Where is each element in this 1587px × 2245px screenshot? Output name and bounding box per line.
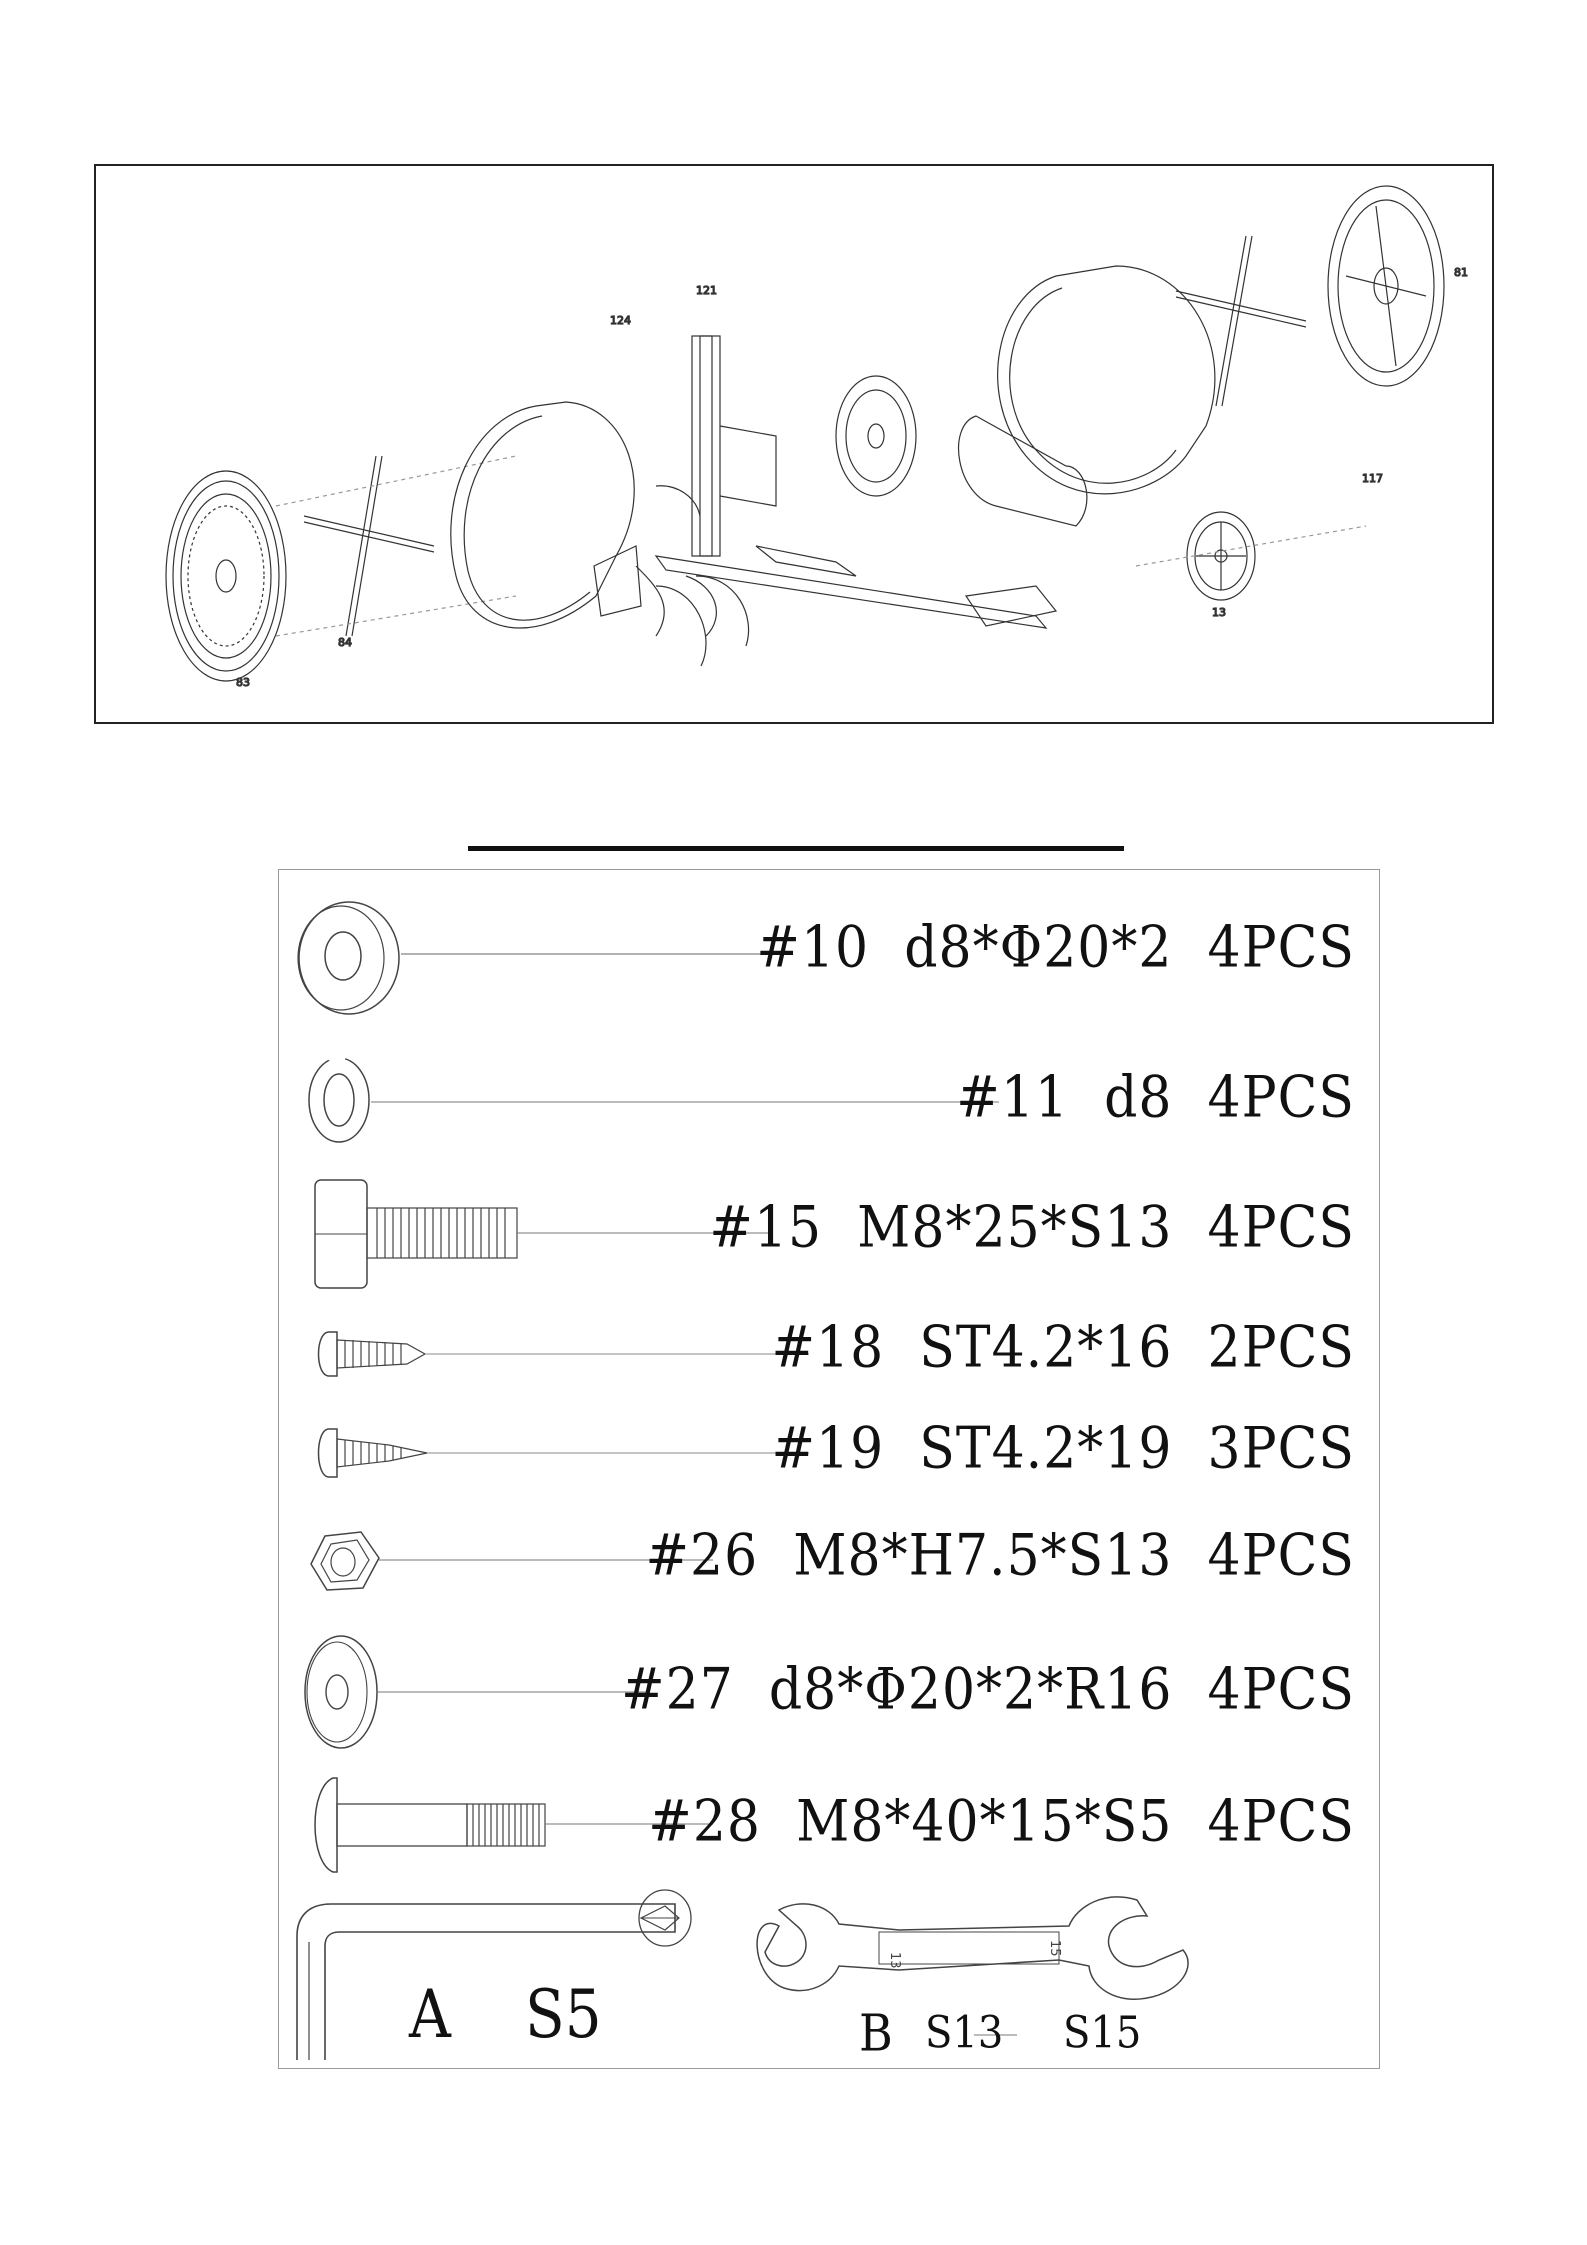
hardware-label-18: #18 ST4.2*16 2PCS bbox=[771, 1315, 1355, 1381]
wrench-stamp-15: 15 bbox=[1047, 1940, 1062, 1957]
right-end-cap-drawing bbox=[1328, 186, 1444, 386]
callout-numbers bbox=[236, 266, 1468, 689]
hardware-pack-panel bbox=[278, 869, 1380, 2069]
right-bracket-drawing bbox=[1176, 236, 1306, 406]
hardware-row bbox=[279, 1518, 1379, 1608]
main-frame-drawing bbox=[636, 336, 1056, 636]
right-cover-drawing bbox=[998, 266, 1215, 494]
hardware-label-15: #15 M8*25*S13 4PCS bbox=[709, 1195, 1355, 1261]
callout-124: 124 bbox=[610, 314, 631, 327]
arc-segments-drawing bbox=[656, 576, 749, 666]
callout-117: 117 bbox=[1362, 472, 1383, 485]
hardware-row bbox=[279, 1314, 1379, 1394]
callout-81: 81 bbox=[1454, 266, 1468, 279]
hardware-label-10: #10 d8*Φ20*2 4PCS bbox=[756, 915, 1355, 981]
drive-pulley-drawing bbox=[836, 376, 1087, 526]
hardware-label-11: #11 d8 4PCS bbox=[956, 1065, 1355, 1131]
hardware-label-27: #27 d8*Φ20*2*R16 4PCS bbox=[621, 1657, 1355, 1723]
hardware-row bbox=[279, 1415, 1379, 1495]
allen-key-letter: A bbox=[409, 1974, 451, 2054]
callout-83-left: 83 bbox=[236, 676, 250, 689]
hardware-row bbox=[279, 1630, 1379, 1750]
tools-row bbox=[279, 1880, 1379, 2070]
wrench-icon bbox=[279, 1880, 1379, 2070]
wrench-size-small: S13 bbox=[925, 2007, 1004, 2059]
hardware-row bbox=[279, 1050, 1379, 1150]
section-divider bbox=[468, 846, 1124, 851]
allen-key-size: S5 bbox=[525, 1974, 602, 2054]
hardware-label-19: #19 ST4.2*19 3PCS bbox=[771, 1416, 1355, 1482]
wrench-size-large: S15 bbox=[1063, 2007, 1142, 2059]
hardware-label-26: #26 M8*H7.5*S13 4PCS bbox=[645, 1523, 1355, 1589]
callout-121: 121 bbox=[696, 284, 717, 297]
hardware-row bbox=[279, 892, 1379, 1012]
callout-13: 13 bbox=[1212, 606, 1226, 619]
wrench-stamp-13: 13 bbox=[887, 1952, 902, 1969]
hardware-row bbox=[279, 1166, 1379, 1296]
exploded-view-diagram bbox=[94, 164, 1494, 724]
crank-wheel-drawing bbox=[1136, 512, 1366, 600]
left-cover-drawing bbox=[451, 402, 641, 628]
wrench-letter: B bbox=[859, 2003, 893, 2063]
hardware-row bbox=[279, 1770, 1379, 1880]
callout-84: 84 bbox=[338, 636, 352, 649]
left-end-cap-drawing bbox=[166, 471, 286, 681]
hardware-label-28: #28 M8*40*15*S5 4PCS bbox=[648, 1789, 1355, 1855]
left-bracket-drawing bbox=[276, 456, 516, 636]
